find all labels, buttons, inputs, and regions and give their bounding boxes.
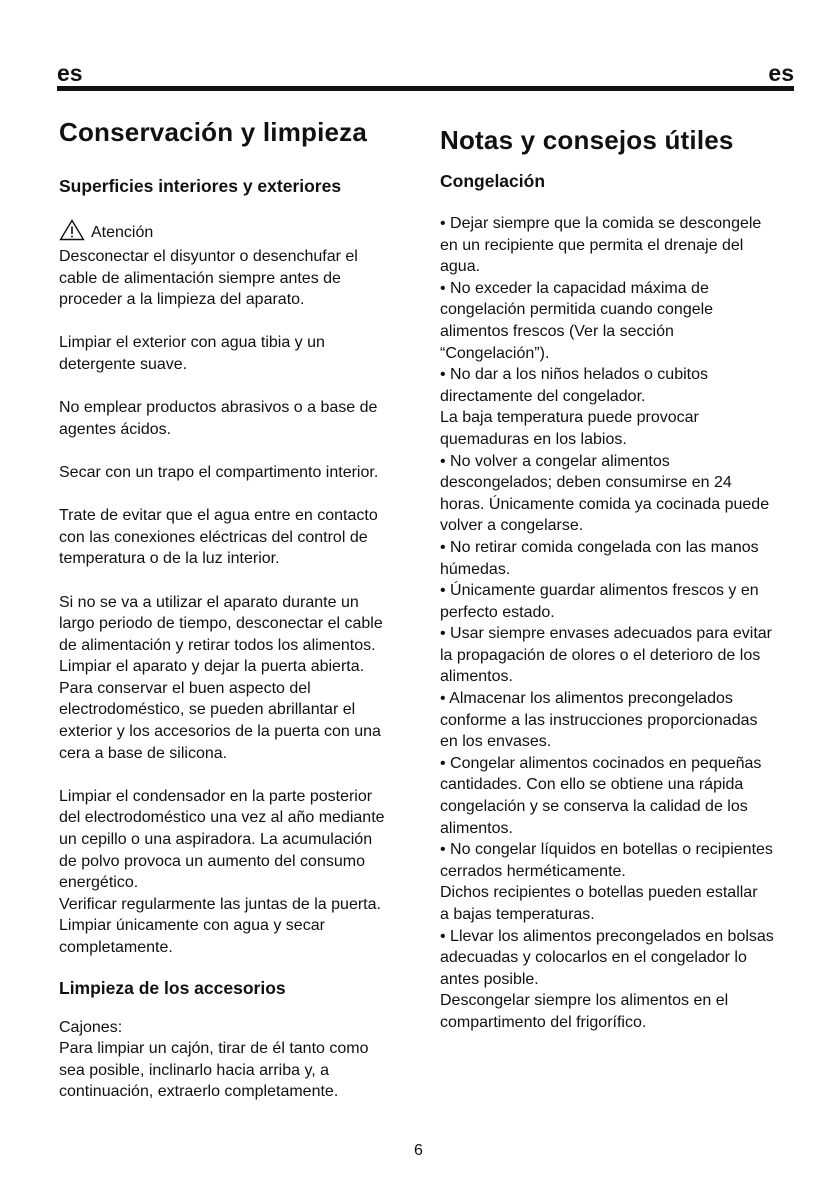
tips-list — [440, 213, 798, 1034]
warning-icon — [59, 219, 85, 246]
heading-congelacion: Congelación — [440, 171, 546, 191]
text-line: completamente. — [59, 939, 173, 956]
text-line: energético. — [59, 874, 139, 892]
tip-line: compartimento del frigorífico. — [440, 1013, 647, 1031]
right-page-title: Notas y consejos útiles — [440, 125, 734, 155]
text-line: Limpiar el condensador en la parte posterior — [59, 787, 373, 805]
tip-line: adecuadas y colocarlos en el congelador lo — [440, 949, 747, 967]
warning-row — [59, 219, 421, 246]
text-line: No emplear productos abrasivos o a base de — [59, 399, 378, 417]
header-language-right: es — [768, 60, 794, 86]
tip-line: cantidades. Con ello se obtiene una rápida — [440, 776, 744, 794]
paragraph-abrasivos — [59, 397, 421, 440]
text-line: Cajones: — [59, 1018, 123, 1036]
paragraph-inactividad — [59, 592, 421, 765]
heading-superficies: Superficies interiores y exteriores — [59, 176, 342, 196]
text-line: continuación, extraerlo completamente. — [59, 1083, 339, 1101]
tip-line: alimentos frescos (Ver la sección — [440, 322, 674, 340]
tip-line: horas. Únicamente comida ya cocinada puede — [440, 495, 770, 513]
tip-line: • No congelar líquidos en botellas o recipientes — [440, 841, 773, 859]
tip-line: agua. — [440, 258, 481, 276]
text-line: cera a base de silicona. — [59, 744, 228, 762]
tip-line: congelación y se conserva la calidad de los — [440, 798, 748, 816]
text-line: sea posible, inclinarlo hacia arriba y, a — [59, 1061, 330, 1079]
text-line: detergente suave. — [59, 355, 188, 373]
text-line: Secar con un trapo el compartimento interior. — [59, 463, 379, 481]
left-column — [59, 112, 421, 1103]
tip-line: • Llevar los alimentos precongelados en bolsas — [440, 927, 774, 945]
tip-line: descongelados; deben consumirse en 24 — [440, 474, 732, 492]
left-page-title: Conservación y limpieza — [59, 117, 368, 147]
tip-line: la propagación de olores o el deterioro de los — [440, 646, 761, 664]
warning-text — [59, 246, 421, 311]
tip-line: antes posible. — [440, 970, 539, 988]
tip-line: perfecto estado. — [440, 603, 555, 621]
tip-line: volver a congelarse. — [440, 517, 584, 535]
paragraph-condensador — [59, 786, 421, 959]
tip-line: húmedas. — [440, 560, 511, 578]
text-line: Para conservar el buen aspecto del — [59, 679, 311, 697]
tip-line: • Únicamente guardar alimentos frescos y en — [440, 582, 759, 600]
text-line: temperatura o de la luz interior. — [59, 550, 280, 568]
tip-line: • Usar siempre envases adecuados para evitar — [440, 625, 772, 643]
tip-line: “Congelación”). — [440, 344, 550, 362]
text-line: Limpiar el exterior con agua tibia y un — [59, 334, 325, 352]
page-number: 6 — [414, 1142, 423, 1159]
tip-line: La baja temperatura puede provocar — [440, 409, 699, 427]
text-line: electrodoméstico, se pueden abrillantar el — [59, 701, 356, 719]
paragraph-cajones — [59, 1017, 421, 1103]
tip-line: • Almacenar los alimentos precongelados — [440, 690, 733, 708]
text-line: proceder a la limpieza del aparato. — [59, 291, 305, 309]
tip-line: congelación permitida cuando congele — [440, 301, 714, 319]
paragraph-secar — [59, 462, 421, 484]
header-language-left: es — [57, 60, 83, 86]
paragraph-exterior — [59, 332, 421, 375]
text-line: Trate de evitar que el agua entre en contacto — [59, 507, 378, 525]
tip-line: Descongelar siempre los alimentos en el — [440, 992, 729, 1010]
header-rule — [57, 86, 794, 91]
text-line: exterior y los accesorios de la puerta con una — [59, 723, 381, 741]
tip-line: a bajas temperaturas. — [440, 906, 595, 923]
tip-line: en los envases. — [440, 733, 552, 751]
text-line: un cepillo o una aspiradora. La acumulación — [59, 831, 373, 849]
text-line: Limpiar únicamente con agua y secar — [59, 917, 325, 935]
tip-line: en un recipiente que permita el drenaje del — [440, 236, 744, 254]
tip-line: • No exceder la capacidad máxima de — [440, 279, 709, 297]
text-line: Para limpiar un cajón, tirar de él tanto como — [59, 1040, 369, 1058]
text-line: Si no se va a utilizar el aparato durante un — [59, 593, 359, 611]
text-line: del electrodoméstico una vez al año mediante — [59, 809, 385, 827]
text-line: largo periodo de tiempo, desconectar el cable — [59, 615, 383, 633]
tip-line: conforme a las instrucciones proporcionadas — [440, 711, 758, 729]
right-column — [440, 112, 798, 1034]
text-line: de polvo provoca un aumento del consumo — [59, 852, 365, 870]
tip-line: • Congelar alimentos cocinados en pequeñas — [440, 754, 762, 772]
text-line: Desconectar el disyuntor o desenchufar el — [59, 248, 358, 265]
tip-line: quemaduras en los labios. — [440, 430, 627, 448]
tip-line: • No volver a congelar alimentos — [440, 452, 670, 470]
tip-line: alimentos. — [440, 819, 513, 837]
text-line: cable de alimentación siempre antes de — [59, 269, 341, 287]
tip-line: cerrados herméticamente. — [440, 862, 626, 880]
text-line: agentes ácidos. — [59, 420, 172, 438]
text-line: Limpiar el aparato y dejar la puerta abierta. — [59, 658, 365, 676]
tip-line: alimentos. — [440, 668, 513, 686]
tip-line: • No dar a los niños helados o cubitos — [440, 366, 708, 384]
paragraph-conexiones — [59, 505, 421, 570]
text-line: Verificar regularmente las juntas de la puerta. — [59, 895, 381, 913]
text-line: de alimentación y retirar todos los alimentos. — [59, 636, 376, 654]
heading-accesorios: Limpieza de los accesorios — [59, 977, 286, 998]
tip-line: • No retirar comida congelada con las manos — [440, 538, 759, 556]
tip-line: directamente del congelador. — [440, 387, 646, 405]
warning-label: Atención — [91, 223, 154, 241]
text-line: con las conexiones eléctricas del control de — [59, 528, 368, 546]
tip-line: Dichos recipientes o botellas pueden estallar — [440, 884, 758, 902]
tip-line: • Dejar siempre que la comida se descongele — [440, 215, 762, 232]
